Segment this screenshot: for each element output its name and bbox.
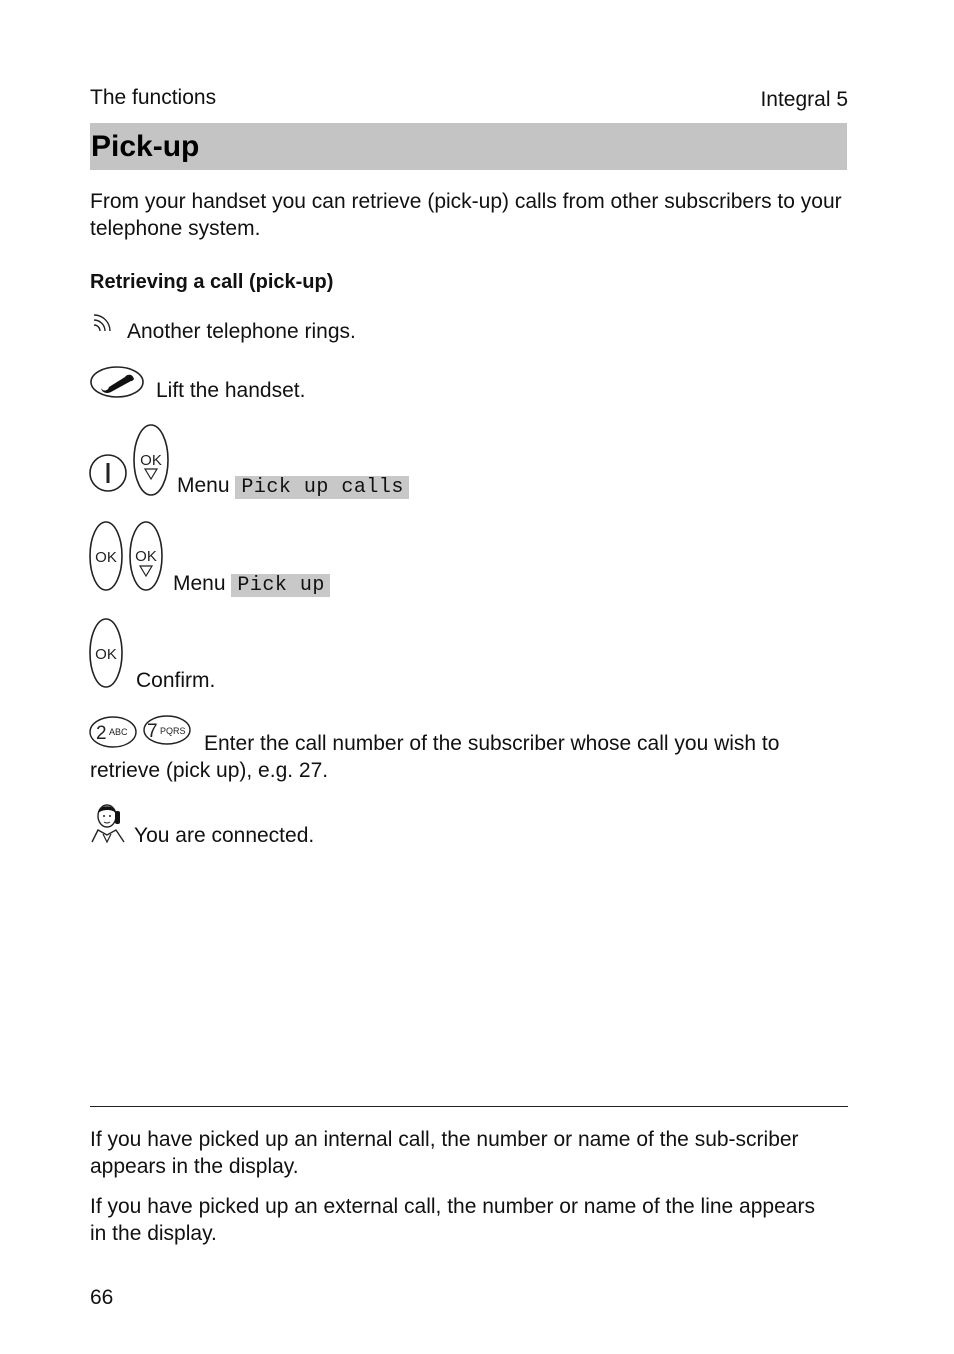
svg-text:7: 7 — [147, 721, 158, 742]
step-connected-text: You are connected. — [134, 824, 315, 847]
header-section: The functions — [90, 86, 217, 109]
person-on-phone-icon — [90, 802, 130, 844]
menu-key-icon — [89, 423, 173, 497]
note-internal: If you have picked up an internal call, the number or name of the sub-scriber appears in the display. — [90, 1128, 799, 1178]
display-pick-up-calls: Pick up calls — [235, 476, 409, 499]
display-pick-up: Pick up — [231, 574, 330, 597]
ringing-icon — [88, 312, 116, 340]
subheading: Retrieving a call (pick-up) — [90, 271, 334, 293]
ok-ok-keys-icon — [89, 520, 167, 592]
step-ring-text: Another telephone rings. — [127, 320, 356, 343]
svg-text:ABC: ABC — [109, 727, 128, 737]
note-external: If you have picked up an external call, the number or name of the line appears in the display. — [90, 1195, 815, 1245]
divider — [90, 1106, 848, 1107]
svg-text:PQRS: PQRS — [160, 726, 186, 736]
title-bar — [90, 123, 847, 170]
ok-key-icon — [89, 617, 125, 689]
page-number: 66 — [90, 1286, 114, 1309]
step-menu2 — [173, 572, 330, 597]
page-title: Pick-up — [91, 130, 200, 163]
svg-text:OK: OK — [135, 548, 157, 565]
svg-text:OK: OK — [140, 452, 162, 469]
step-menu1 — [177, 474, 409, 499]
handset-icon — [89, 365, 145, 399]
intro-paragraph: From your handset you can retrieve (pick-up) calls from other subscribers to your telephone system. — [90, 190, 842, 240]
step-enter-number-text — [90, 730, 850, 784]
step-menu2-label: Menu — [173, 572, 226, 595]
svg-text:OK: OK — [95, 549, 117, 566]
step-confirm-text: Confirm. — [136, 669, 216, 692]
svg-text:2: 2 — [96, 723, 107, 744]
step-enter-number-label: Enter the call number of the subscriber whose call you wish to retrieve (pick up), e.g. 27. — [90, 732, 780, 782]
step-menu1-label: Menu — [177, 474, 230, 497]
step-lift-text: Lift the handset. — [156, 379, 306, 402]
header-product: Integral 5 — [760, 88, 848, 111]
svg-text:OK: OK — [95, 646, 117, 663]
